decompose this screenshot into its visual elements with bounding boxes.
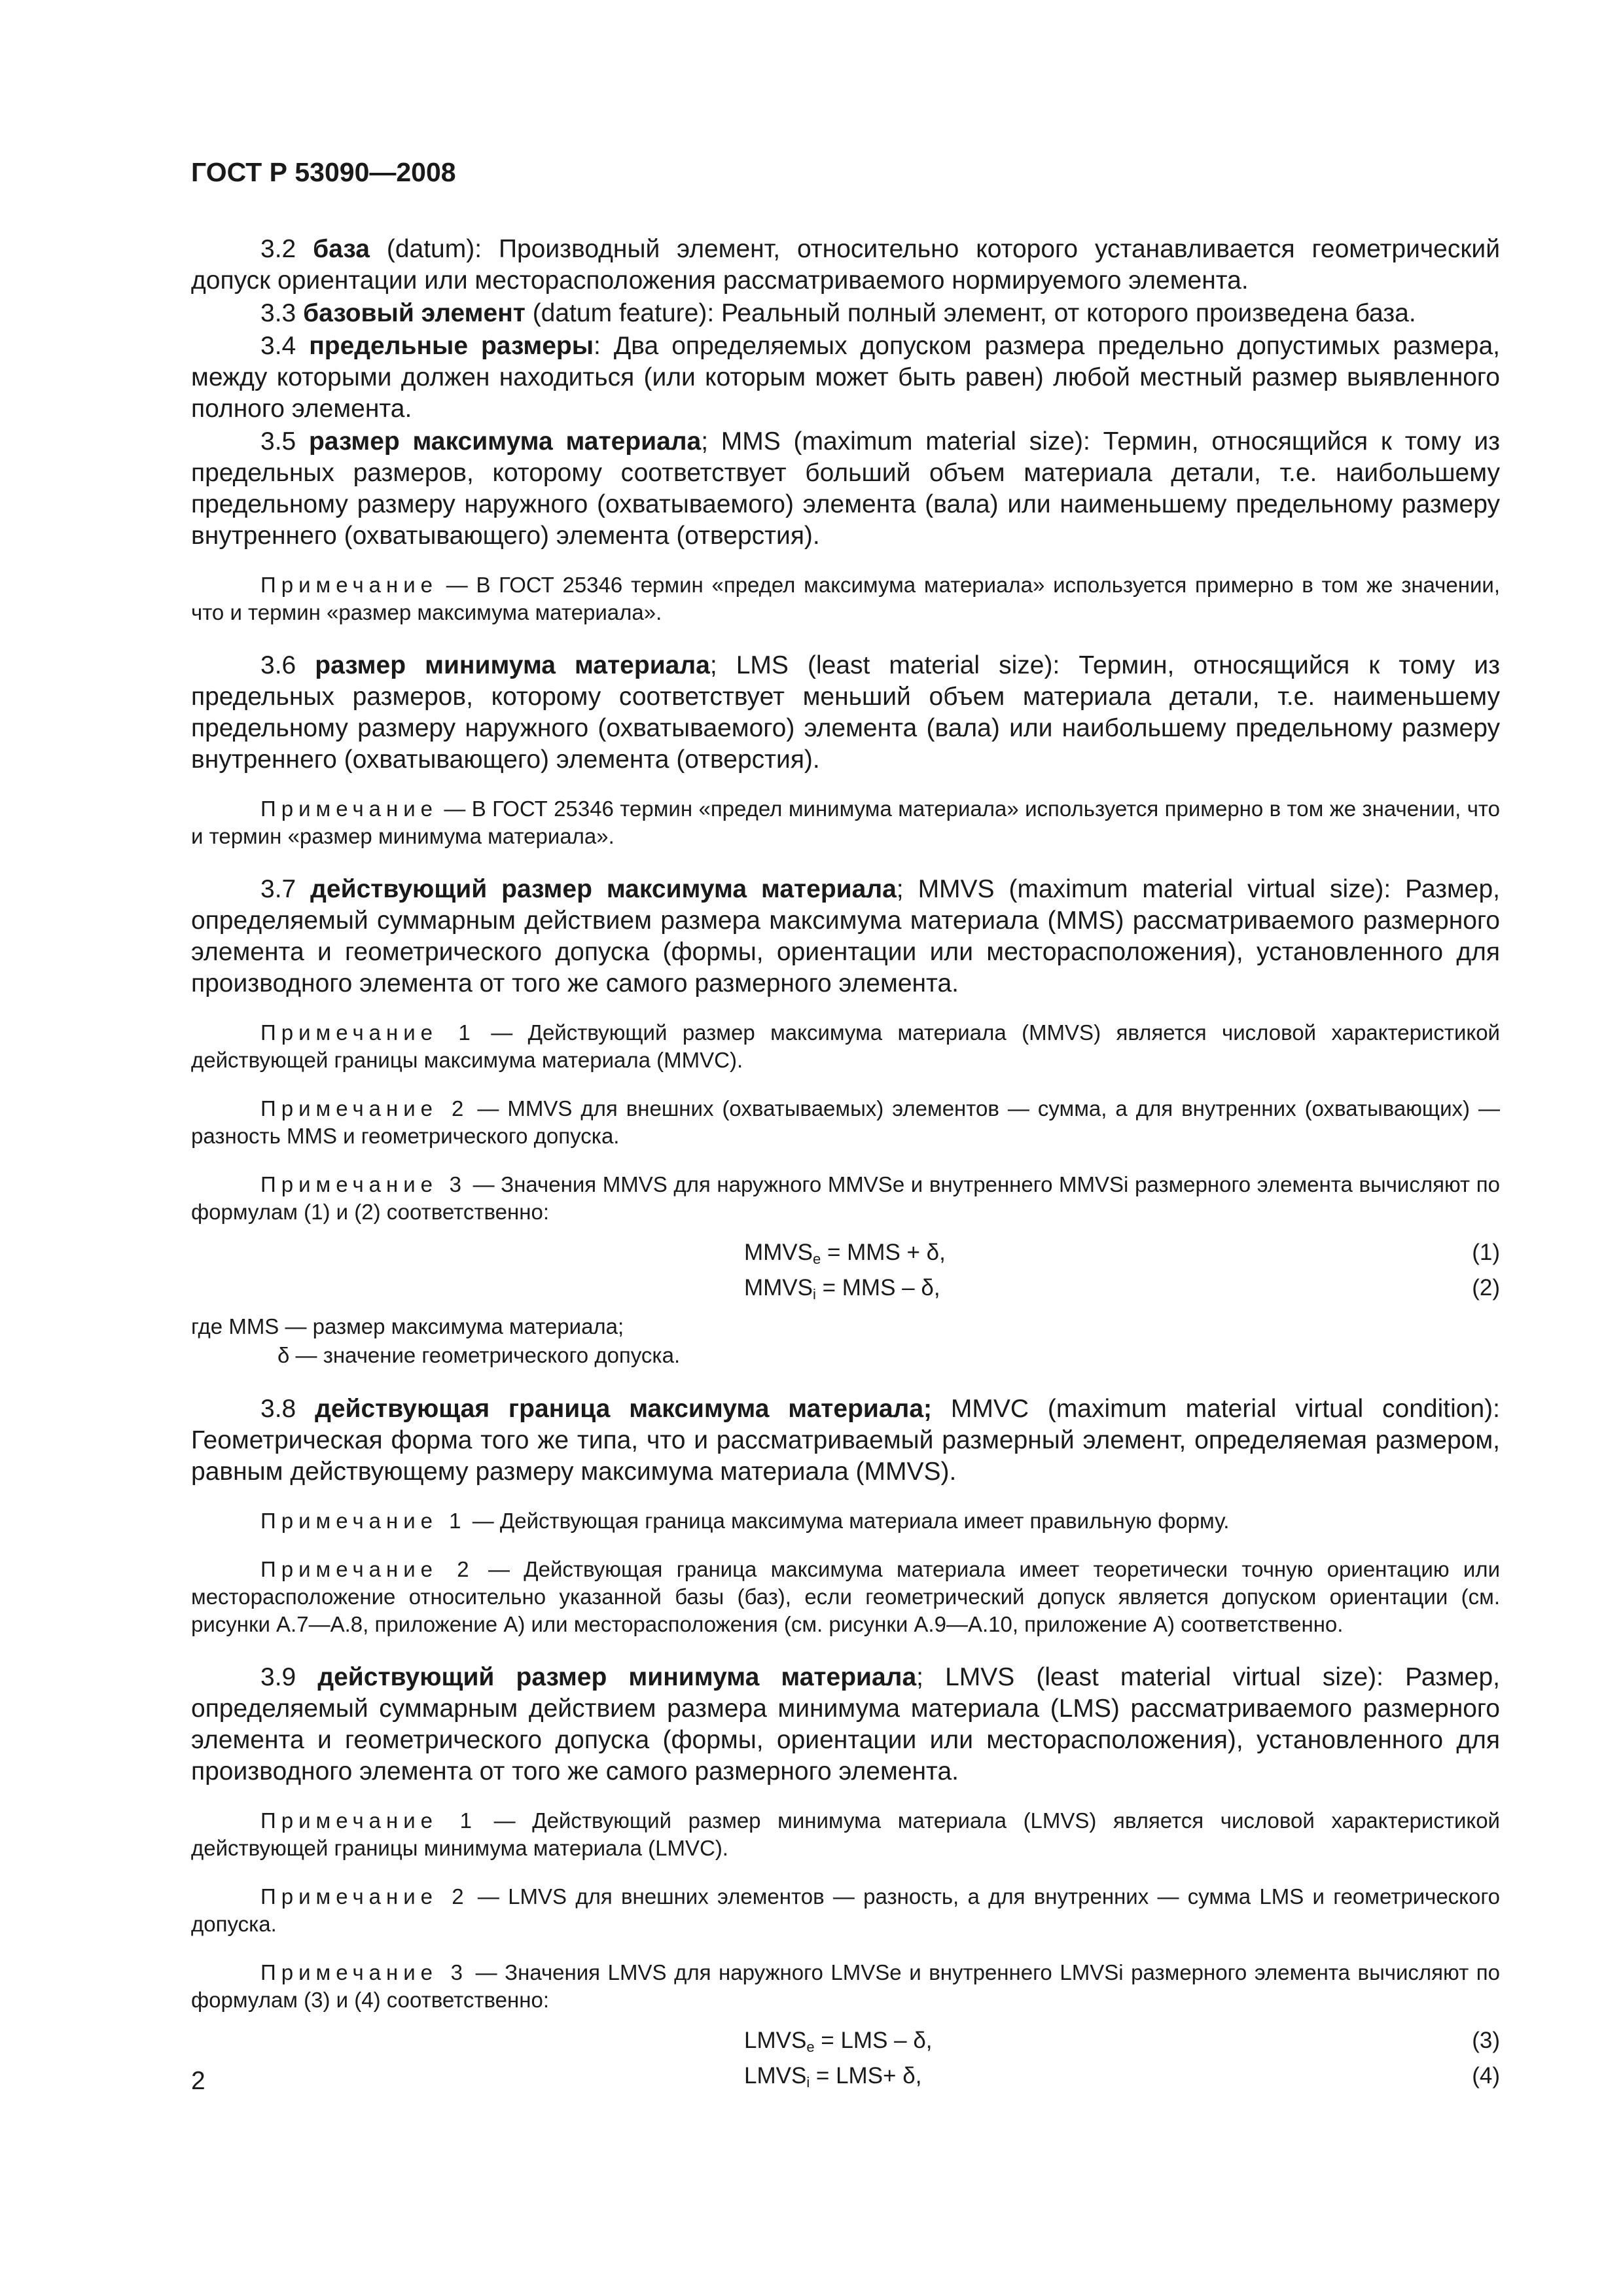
- definition-paragraph: [191, 1393, 1500, 1488]
- formula-lhs: LMVS: [744, 2063, 807, 2089]
- note-text: — Действующая граница максимума материала имеет правильную форму.: [466, 1509, 1230, 1533]
- note-text: — В ГОСТ 25346 термин «предел минимума материала» используется примерно в том же значении, что и термин «размер минимума материала».: [191, 797, 1500, 848]
- term-name: размер максимума материала: [308, 427, 702, 456]
- formula: [744, 2058, 921, 2094]
- formula-lhs: MMVS: [744, 1275, 813, 1300]
- note-text: — В ГОСТ 25346 термин «предел максимума материала» используется примерно в том же значении, что и термин «размер максимума материала».: [191, 573, 1500, 624]
- formula-number: (3): [1472, 2028, 1500, 2053]
- definition-text: ; MMVS (maximum material virtual size): Размер, определяемый суммарным действием размера максимума материала (MMS) рассматриваемого размерного элемента и геометрического допуска (формы, ориентации или месторасположения), установленного для производного элемента от того же самого размерного элемента.: [191, 875, 1501, 997]
- document-page: [191, 157, 1500, 2094]
- definition-paragraph: [191, 426, 1500, 552]
- note-paragraph: [191, 795, 1500, 850]
- note-paragraph: [191, 571, 1500, 626]
- note-paragraph: [191, 1019, 1500, 1074]
- term-name: размер минимума материала: [315, 651, 710, 679]
- term-name: действующий размер минимума материала: [317, 1663, 917, 1691]
- clause-number: 3.4: [260, 332, 296, 360]
- note-label: Примечание: [260, 797, 438, 821]
- formula-lhs: MMVS: [744, 1240, 813, 1265]
- definition-text: ; LMS (least material size): Термин, относящийся к тому из предельных размеров, которому соответствует меньший объем материала детали, т.е. наименьшему предельному размеру наружного (охватываемого) элемента (вала) или наибольшему предельному размеру внутреннего (охватывающего) элемента (отверстия).: [191, 651, 1500, 774]
- term-name: действующий размер максимума материала: [310, 875, 897, 903]
- note-paragraph: [191, 1095, 1500, 1150]
- note-paragraph: [191, 1556, 1500, 1638]
- formula-rhs: = LMS – δ,: [814, 2028, 933, 2053]
- formula-row: [191, 2058, 1500, 2094]
- formula: [744, 1235, 946, 1270]
- note-text: — Действующий размер максимума материала (MMVS) является числовой характеристикой действующей границы максимума материала (MMVC).: [191, 1020, 1500, 1072]
- formula-subscript: e: [813, 1251, 821, 1267]
- formula-number: (4): [1472, 2063, 1500, 2089]
- note-label: Примечание 2: [260, 1096, 469, 1121]
- where-line: δ — значение геометрического допуска.: [277, 1343, 681, 1367]
- note-label: Примечание: [260, 573, 438, 597]
- formula-row: [191, 2023, 1500, 2058]
- formula: [744, 1270, 940, 1306]
- definition-paragraph: [191, 298, 1500, 329]
- formula-rhs: = MMS + δ,: [821, 1240, 946, 1265]
- document-header: ГОСТ Р 53090—2008: [191, 157, 456, 187]
- definition-paragraph: [191, 331, 1500, 425]
- note-label: Примечание 1: [260, 1808, 477, 1833]
- page-number: 2: [191, 2067, 205, 2095]
- note-label: Примечание 1: [260, 1020, 476, 1045]
- note-label: Примечание 2: [260, 1557, 474, 1581]
- clause-number: 3.2: [260, 235, 296, 263]
- definition-text: (datum): Производный элемент, относительно которого устанавливается геометрический допуск ориентации или месторасположения рассматриваемого нормируемого элемента.: [191, 235, 1500, 295]
- term-name: предельные размеры: [309, 332, 594, 360]
- where-block: [191, 1312, 1500, 1370]
- formula-subscript: e: [806, 2039, 815, 2055]
- note-paragraph: [191, 1507, 1500, 1535]
- note-label: Примечание 2: [260, 1884, 469, 1909]
- definition-text: ; MMS (maximum material size): Термин, относящийся к тому из предельных размеров, которому соответствует больший объем материала детали, т.е. наибольшему предельному размеру наружного (охватываемого) элемента (вала) или наименьшему предельному размеру внутреннего (охватывающего) элемента (отверстия).: [191, 427, 1500, 550]
- where-line: где MMS — размер максимума материала;: [191, 1314, 624, 1338]
- formula-block: [191, 1235, 1500, 1306]
- clause-number: 3.9: [260, 1663, 296, 1691]
- definition-paragraph: [191, 1662, 1500, 1787]
- clause-number: 3.7: [260, 875, 296, 903]
- formula-block: [191, 2023, 1500, 2094]
- clause-number: 3.8: [260, 1395, 296, 1423]
- term-name: базовый элемент: [303, 299, 526, 327]
- definition-text: MMVC (maximum material virtual condition): Геометрическая форма того же типа, что и рассматриваемый размерный элемент, определяемая размером, равным действующему размеру максимума материала (MMVS).: [191, 1395, 1500, 1486]
- note-paragraph: [191, 1807, 1500, 1862]
- note-label: Примечание 3: [260, 1172, 467, 1196]
- note-text: — Действующий размер минимума материала (LMVS) является числовой характеристикой действующей границы минимума материала (LMVC).: [191, 1808, 1500, 1860]
- formula: [744, 2023, 933, 2058]
- formula-number: (2): [1472, 1275, 1500, 1300]
- formula-rhs: = MMS – δ,: [815, 1275, 940, 1300]
- term-name: действующая граница максимума материала;: [315, 1395, 933, 1423]
- clause-number: 3.5: [260, 427, 296, 456]
- clause-number: 3.3: [260, 299, 296, 327]
- note-paragraph: [191, 1883, 1500, 1938]
- definition-paragraph: [191, 234, 1500, 296]
- note-label: Примечание 1: [260, 1509, 467, 1533]
- formula-number: (1): [1472, 1240, 1500, 1265]
- note-text: — Действующая граница максимума материала имеет теоретически точную ориентацию или месторасположение относительно указанной базы (баз), если геометрический допуск является допуском ориентации (см. рисунки А.7—А.8, приложение А) или месторасположения (см. рисунки А.9—А.10, приложение А) соответственно.: [191, 1557, 1500, 1636]
- formula-lhs: LMVS: [744, 2028, 807, 2053]
- formula-subscript: i: [806, 2074, 810, 2090]
- document-body: [191, 234, 1500, 2094]
- definition-text: : Два определяемых допуском размера предельно допустимых размера, между которыми должен находиться (или которым может быть равен) любой местный размер выявленного полного элемента.: [191, 332, 1500, 423]
- note-text: — MMVS для внешних (охватываемых) элементов — сумма, а для внутренних (охватывающих) — разность MMS и геометрического допуска.: [191, 1096, 1500, 1148]
- note-paragraph: [191, 1171, 1500, 1226]
- definition-text: ; LMVS (least material virtual size): Размер, определяемый суммарным действием размера минимума материала (LMS) рассматриваемого размерного элемента и геометрического допуска (формы, ориентации или месторасположения), установленного для производного элемента от того же самого размерного элемента.: [191, 1663, 1500, 1785]
- note-text: — Значения MMVS для наружного MMVSe и внутреннего MMVSi размерного элемента вычисляют по формулам (1) и (2) соответственно:: [191, 1172, 1500, 1224]
- formula-rhs: = LMS+ δ,: [810, 2063, 922, 2089]
- definition-text: (datum feature): Реальный полный элемент, от которого произведена база.: [525, 299, 1416, 327]
- formula-row: [191, 1270, 1500, 1306]
- formula-row: [191, 1235, 1500, 1270]
- clause-number: 3.6: [260, 651, 296, 679]
- definition-paragraph: [191, 650, 1500, 776]
- note-text: — Значения LMVS для наружного LMVSe и внутреннего LMVSi размерного элемента вычисляют по формулам (3) и (4) соответственно:: [191, 1960, 1500, 2012]
- note-paragraph: [191, 1959, 1500, 2014]
- definition-paragraph: [191, 874, 1500, 999]
- formula-subscript: i: [813, 1286, 816, 1302]
- note-text: — LMVS для внешних элементов — разность, а для внутренних — сумма LMS и геометрического допуска.: [191, 1884, 1500, 1936]
- note-label: Примечание 3: [260, 1960, 468, 1984]
- term-name: база: [313, 235, 370, 263]
